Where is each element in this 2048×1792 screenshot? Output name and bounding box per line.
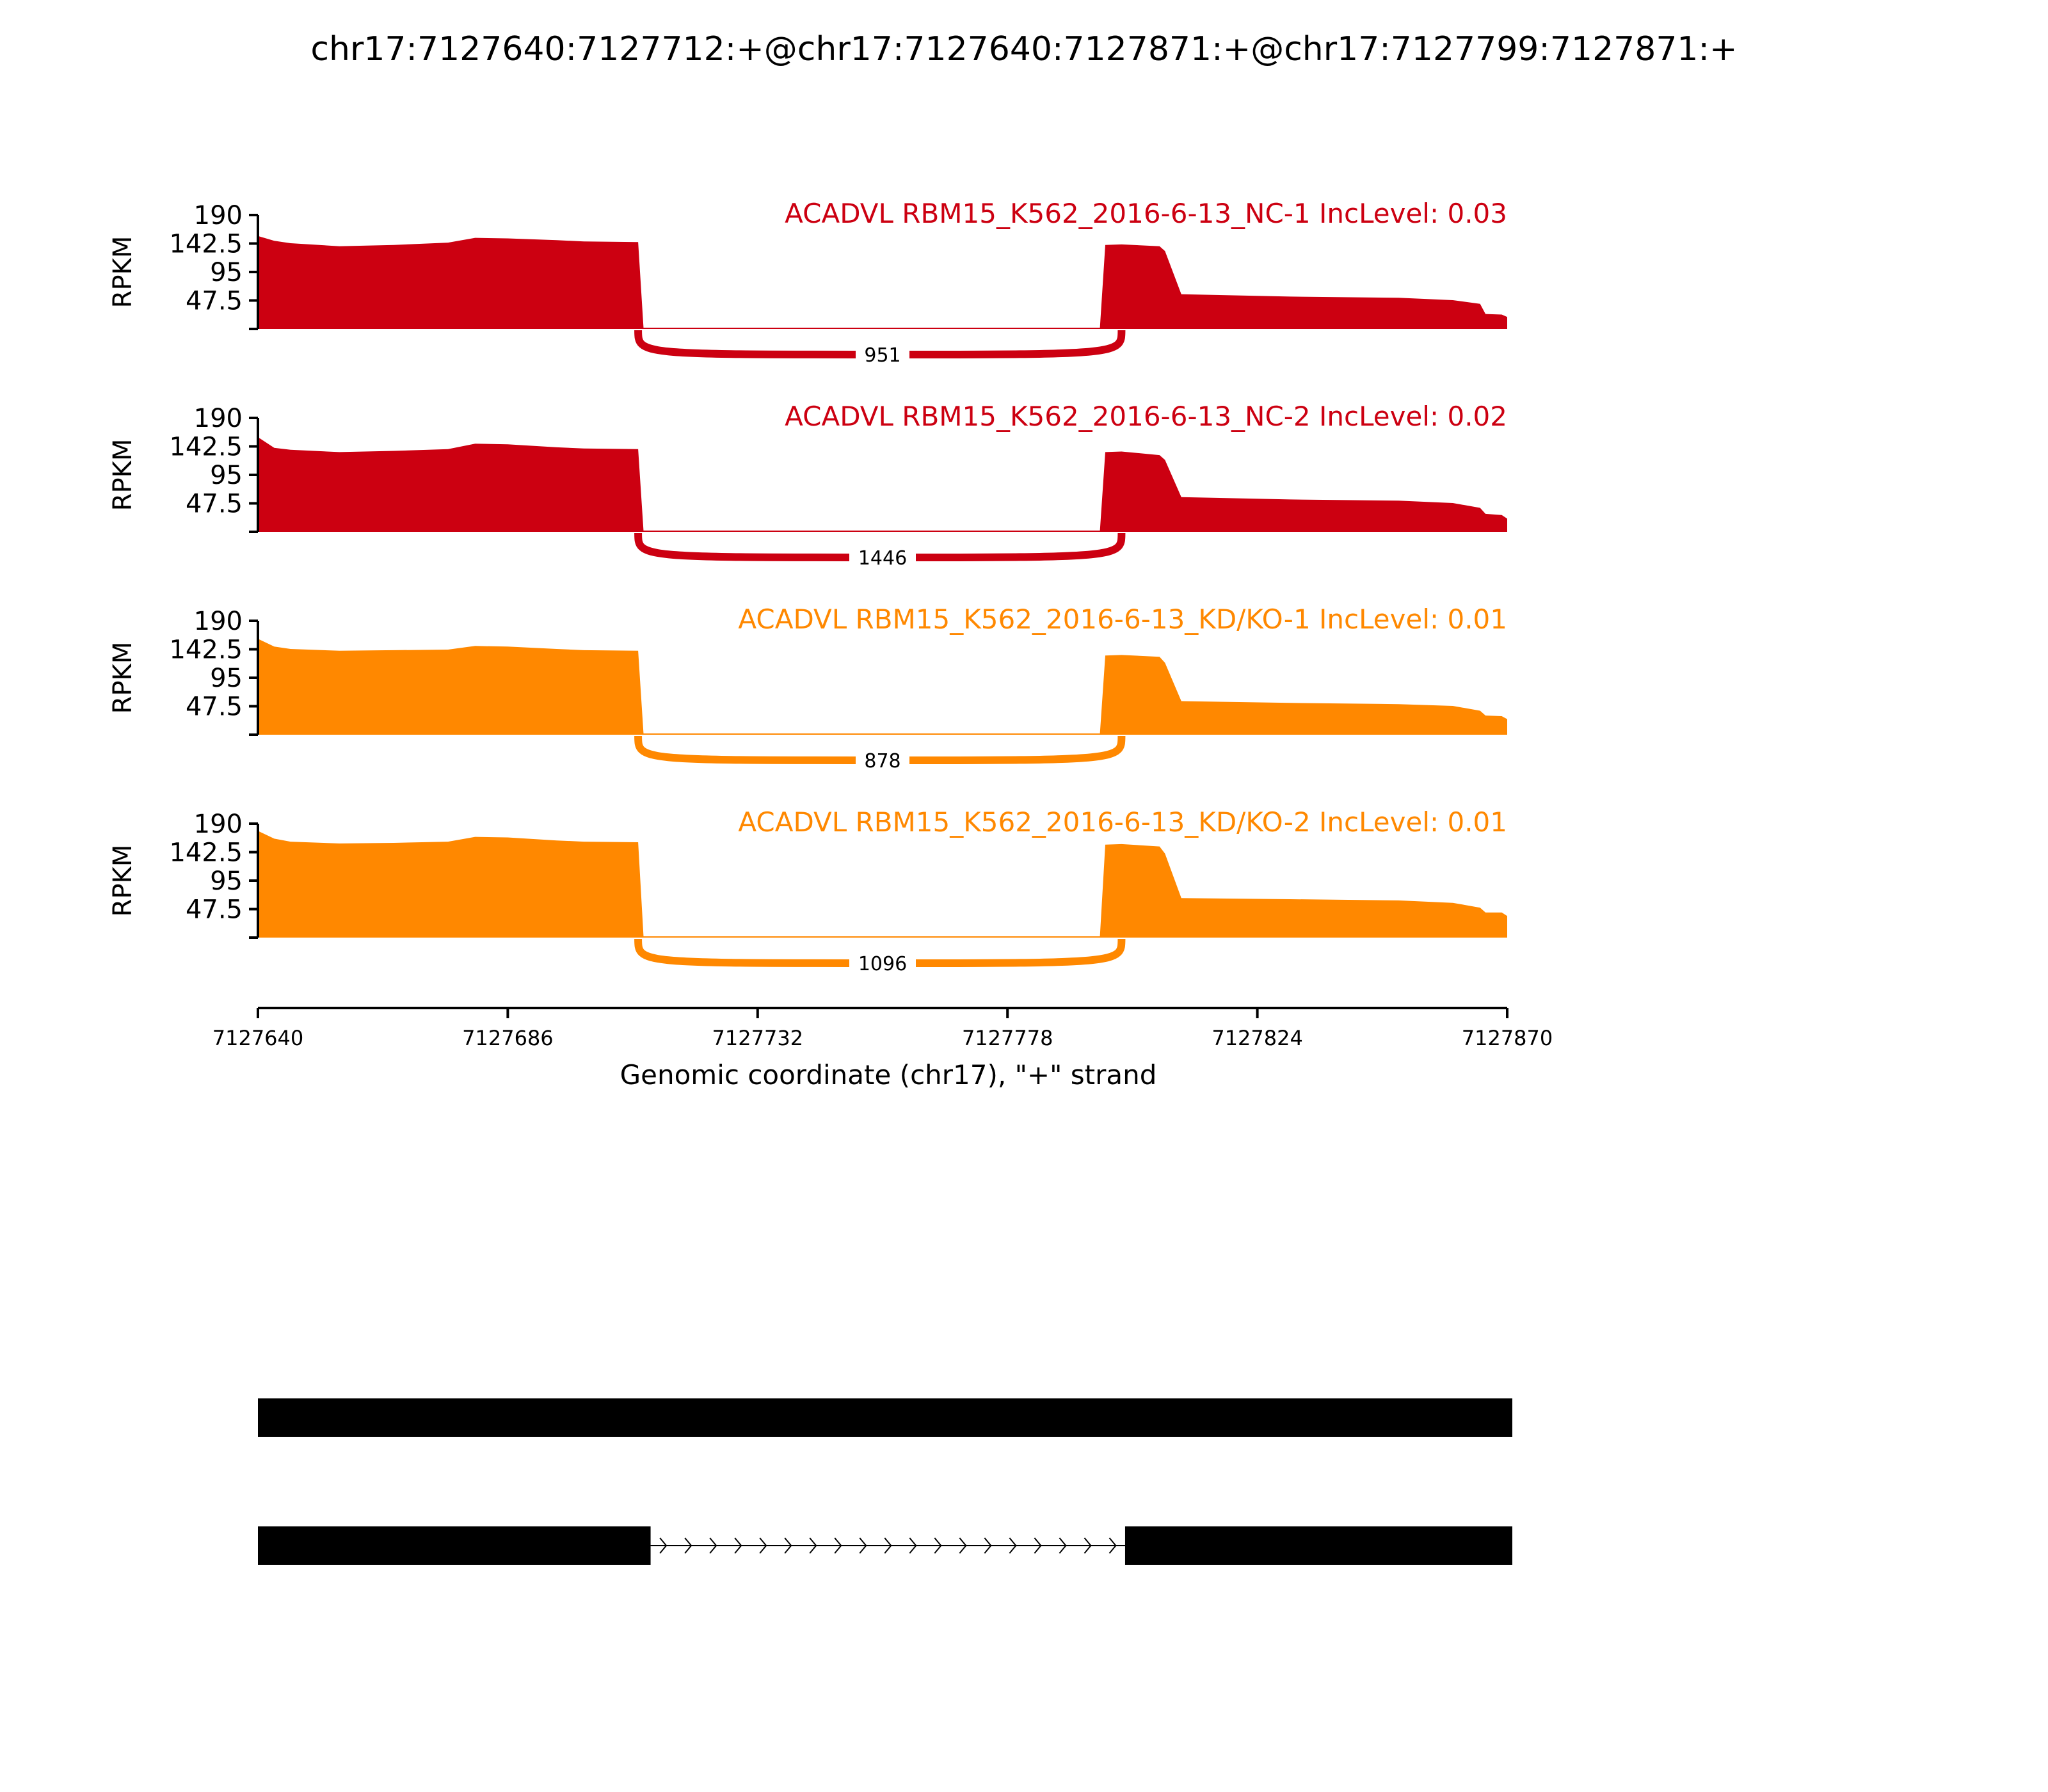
x-tick-label: 7127778: [961, 1026, 1053, 1050]
sample-label: ACADVL RBM15_K562_2016-6-13_NC-2 IncLevel: 0.02: [785, 401, 1507, 432]
y-tick-label: 47.5: [185, 489, 243, 519]
x-axis: [212, 1008, 1553, 1050]
y-axis-label: RPKM: [108, 641, 138, 714]
x-tick-label: 7127640: [212, 1026, 304, 1050]
coverage-tracks: [108, 198, 1507, 976]
x-tick-label: 7127870: [1461, 1026, 1553, 1050]
coverage-area: [258, 437, 1507, 532]
track-3: [108, 604, 1507, 773]
y-tick-label: 190: [193, 607, 243, 636]
track-2: [108, 401, 1507, 570]
exon-block: [1125, 1526, 1512, 1565]
y-axis-label: RPKM: [108, 236, 138, 308]
y-axis-label: RPKM: [108, 438, 138, 511]
coverage-area: [258, 236, 1507, 329]
isoform-2: [258, 1526, 1512, 1565]
coverage-area: [258, 831, 1507, 938]
sample-label: ACADVL RBM15_K562_2016-6-13_KD/KO-1 IncLevel: 0.01: [738, 604, 1507, 635]
y-tick-label: 95: [210, 258, 243, 287]
x-tick-label: 7127824: [1212, 1026, 1303, 1050]
y-tick-label: 190: [193, 810, 243, 839]
isoform-1: [258, 1398, 1512, 1437]
coverage-area: [258, 639, 1507, 735]
y-axis-label: RPKM: [108, 844, 138, 917]
chart-title: chr17:7127640:7127712:+@chr17:7127640:7127871:+@chr17:7127799:7127871:+: [310, 30, 1738, 68]
y-tick-label: 142.5: [169, 229, 243, 259]
exon-block: [258, 1398, 1512, 1437]
isoform-models: [258, 1398, 1512, 1565]
x-tick-label: 7127686: [462, 1026, 554, 1050]
y-tick-label: 142.5: [169, 432, 243, 462]
y-tick-label: 190: [193, 201, 243, 230]
y-tick-label: 95: [210, 461, 243, 490]
y-tick-label: 47.5: [185, 692, 243, 722]
y-tick-label: 47.5: [185, 286, 243, 316]
y-tick-label: 190: [193, 404, 243, 433]
y-tick-label: 95: [210, 664, 243, 693]
x-axis-label: Genomic coordinate (chr17), "+" strand: [620, 1059, 1157, 1091]
junction-count: 1096: [858, 953, 908, 975]
track-1: [108, 198, 1507, 367]
y-tick-label: 142.5: [169, 635, 243, 665]
y-tick-label: 95: [210, 867, 243, 896]
sample-label: ACADVL RBM15_K562_2016-6-13_KD/KO-2 IncLevel: 0.01: [738, 806, 1507, 838]
junction-count: 878: [864, 750, 901, 772]
track-4: [108, 806, 1507, 976]
junction-count: 1446: [858, 547, 908, 570]
y-tick-label: 47.5: [185, 895, 243, 925]
junction-count: 951: [864, 344, 901, 367]
sample-label: ACADVL RBM15_K562_2016-6-13_NC-1 IncLevel: 0.03: [785, 198, 1507, 229]
x-tick-label: 7127732: [712, 1026, 804, 1050]
y-tick-label: 142.5: [169, 838, 243, 868]
exon-block: [258, 1526, 651, 1565]
